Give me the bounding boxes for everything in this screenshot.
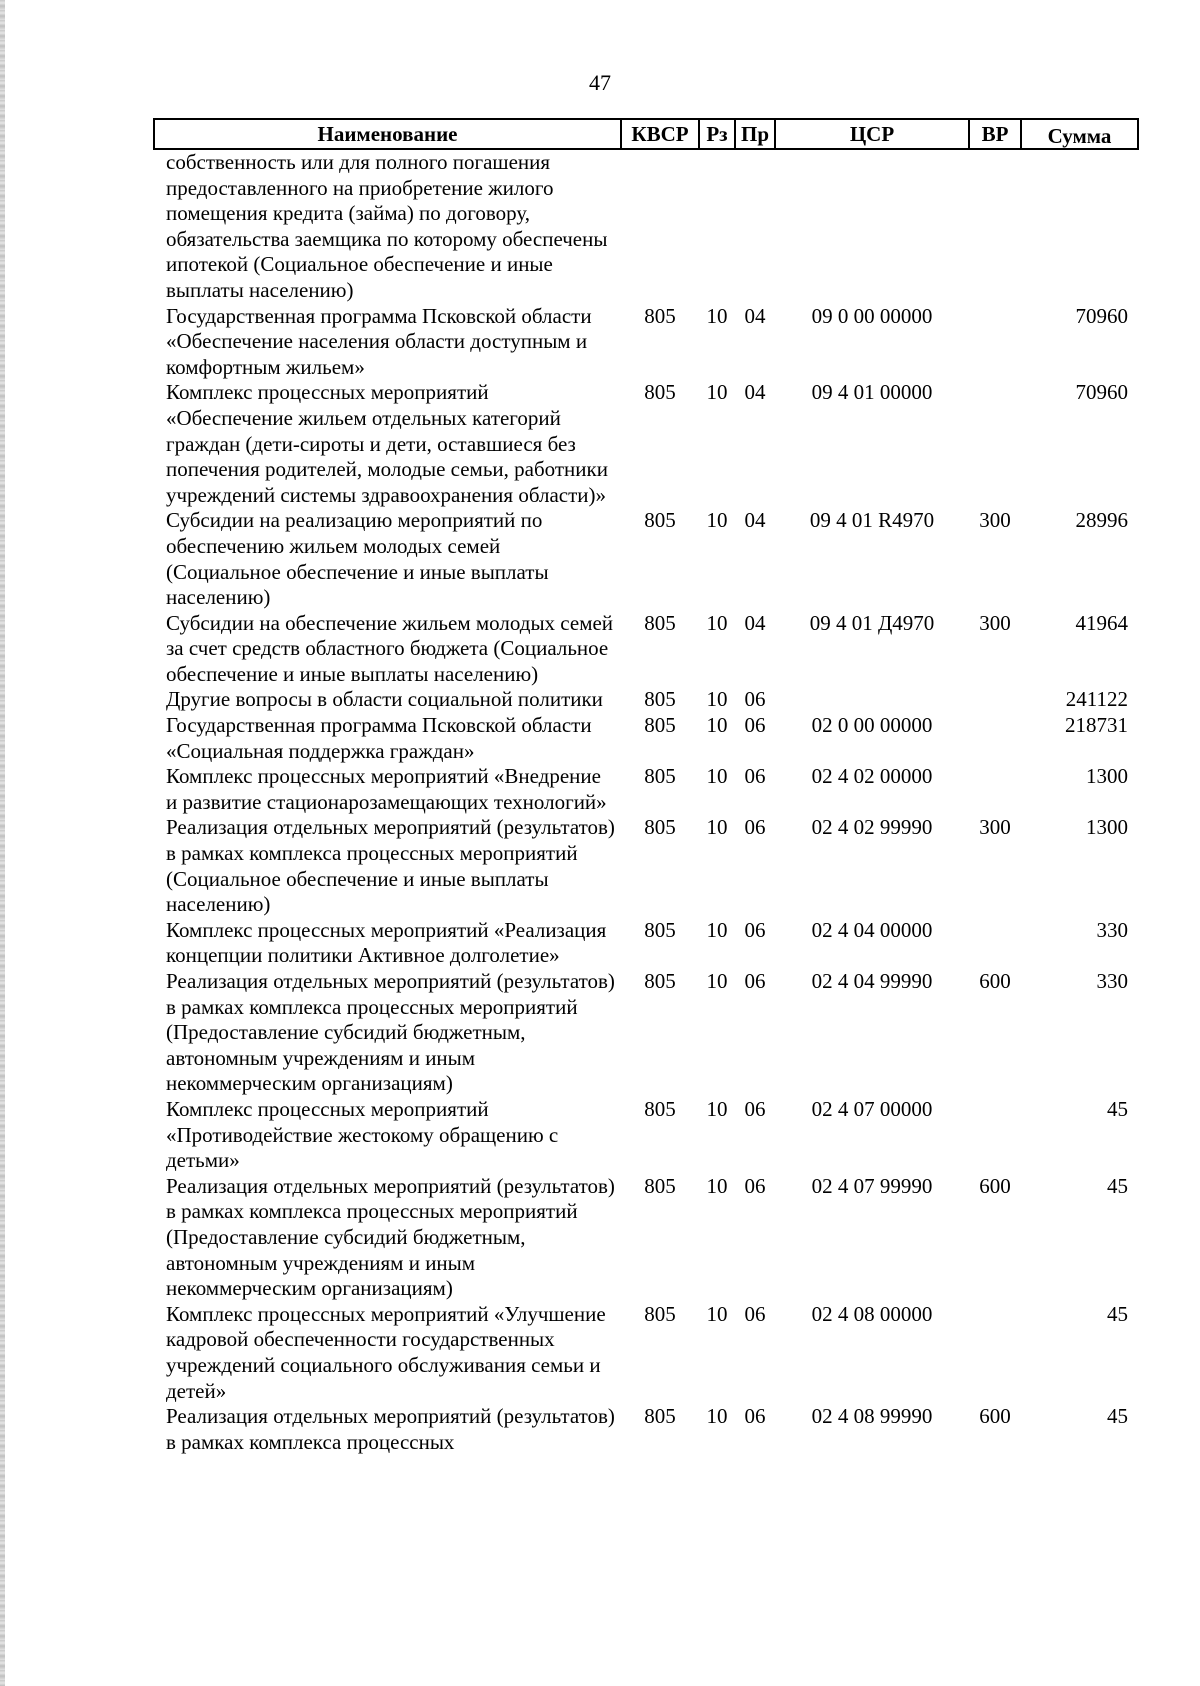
cell-name: Субсидии на реализацию мероприятий по обеспечению жильем молодых семей (Социальное обеспечение и иные выплаты населению) [166,508,549,610]
table-row [154,380,1138,508]
cell-name: Комплекс процессных мероприятий «Обеспечение жильем отдельных категорий граждан (дети-сироты и дети, оставшиеся без попечения родителей, молодые семьи, работники учреждений системы здравоохранения области)» [166,380,608,507]
cell-kvsr: 805 [644,969,676,993]
cell-kvsr [621,149,699,304]
cell-sum: 1300 [1086,764,1128,789]
cell-sum: 45 [1107,1096,1128,1121]
cell-name: Комплекс процессных мероприятий «Внедрение и развитие стационарозамещающих технологий» [166,764,607,814]
cell-name: Реализация отдельных мероприятий (результатов) в рамках комплекса процессных мероприятий (Предоставление субсидий бюджетным, автономным учреждениям и иным некоммерческим организациям) [166,1173,615,1301]
cell-rz: 10 [706,303,728,328]
cell-vr: 600 [979,1173,1011,1198]
header-sum: Сумма [1021,119,1138,149]
cell-rz: 10 [706,1173,728,1198]
cell-sum: 41964 [1075,610,1128,635]
scan-edge [0,0,5,1686]
cell-vr: 300 [979,815,1011,840]
cell-pr: 06 [744,1301,766,1326]
cell-sum: 241122 [1065,687,1128,712]
cell-name: Комплекс процессных мероприятий «Противодействие жестокому обращению с детьми» [166,1096,559,1173]
cell-sum: 28996 [1075,508,1128,533]
table-row [154,764,1138,815]
cell-name: Реализация отдельных мероприятий (результатов) в рамках комплекса процессных мероприятий (Предоставление субсидий бюджетным, автономным учреждениям и иным некоммерческим организациям) [166,969,615,1096]
cell-rz: 10 [706,508,728,533]
header-csr: ЦСР [775,119,969,149]
cell-pr: 06 [744,1173,766,1198]
table-row [154,304,1138,381]
cell-name: Государственная программа Псковской области «Обеспечение населения области доступным и комфортным жильем» [166,303,592,379]
cell-name: Реализация отдельных мероприятий (результатов) в рамках комплекса процессных мероприятий (Социальное обеспечение и иные выплаты населению) [166,815,615,917]
cell-vr [969,304,1021,381]
cell-rz: 10 [706,610,728,635]
cell-pr: 06 [744,969,766,993]
cell-csr: 02 4 02 99990 [811,815,933,840]
cell-sum: 70960 [1075,380,1128,405]
cell-kvsr: 805 [644,713,676,738]
cell-rz: 10 [706,815,728,840]
cell-pr: 06 [744,815,766,840]
cell-pr: 06 [744,687,766,712]
cell-sum: 218731 [1065,713,1128,738]
cell-sum: 45 [1107,1404,1128,1429]
header-vr: ВР [969,119,1021,149]
cell-sum: 70960 [1075,303,1128,328]
cell-csr: 02 0 00 00000 [811,713,933,738]
cell-sum: 45 [1107,1173,1128,1198]
cell-kvsr: 805 [644,1301,676,1326]
table-row [154,1097,1138,1174]
cell-vr: 300 [979,508,1011,533]
header-rz: Рз [699,119,735,149]
cell-rz: 10 [706,687,728,712]
cell-csr: 02 4 08 00000 [811,1301,933,1326]
cell-csr: 09 4 01 00000 [811,380,933,405]
cell-sum: 45 [1107,1301,1128,1326]
cell-kvsr: 805 [644,1404,676,1429]
page-number: 47 [589,70,611,95]
cell-rz: 10 [706,917,728,942]
table-row [154,815,1138,917]
cell-kvsr: 805 [644,610,676,635]
cell-name: Субсидии на обеспечение жильем молодых семей за счет средств областного бюджета (Социальное обеспечение и иные выплаты населению) [166,610,614,686]
table-row [154,1404,1138,1455]
cell-rz: 10 [706,764,728,789]
table-body [154,149,1138,1455]
cell-kvsr: 805 [644,508,676,533]
cell-vr: 600 [979,969,1011,993]
cell-vr: 600 [979,1404,1011,1429]
cell-sum [1021,149,1138,304]
cell-csr: 09 0 00 00000 [811,303,933,328]
cell-csr: 02 4 04 00000 [811,917,933,942]
cell-rz: 10 [706,713,728,738]
table-row [154,611,1138,688]
cell-name: Комплекс процессных мероприятий «Реализация концепции политики Активное долголетие» [166,917,607,968]
budget-table [153,118,1139,1455]
cell-vr [969,149,1021,304]
cell-sum: 1300 [1086,815,1128,840]
cell-vr: 300 [979,610,1011,635]
cell-rz: 10 [706,380,728,405]
cell-sum: 330 [1096,969,1128,993]
header-name: Наименование [154,119,621,149]
cell-pr: 06 [744,917,766,942]
cell-kvsr: 805 [644,380,676,405]
cell-csr: 09 4 01 R4970 [809,508,935,533]
cell-kvsr: 805 [644,764,676,789]
cell-sum: 330 [1096,917,1128,942]
cell-csr: 09 4 01 Д4970 [809,610,935,635]
cell-name: Другие вопросы в области социальной политики [166,687,603,712]
cell-csr [775,149,969,304]
cell-rz [699,149,735,304]
header-pr: Пр [735,119,775,149]
table-header [154,119,1138,149]
cell-vr [969,380,1021,508]
table-row [154,1302,1138,1404]
table-row [154,713,1138,764]
cell-pr: 06 [744,1096,766,1121]
table-row [154,687,1138,713]
cell-vr [969,764,1021,815]
cell-kvsr: 805 [644,815,676,840]
table-row [154,508,1138,610]
cell-rz: 10 [706,1404,728,1429]
cell-kvsr: 805 [644,1096,676,1121]
cell-kvsr: 805 [644,303,676,328]
cell-pr: 04 [744,508,766,533]
cell-csr: 02 4 04 99990 [811,969,933,993]
table-row [154,1174,1138,1302]
cell-pr [735,149,775,304]
cell-csr: 02 4 07 99990 [811,1173,933,1198]
cell-rz: 10 [706,1096,728,1121]
header-kvsr: КВСР [621,119,699,149]
cell-kvsr: 805 [644,687,676,712]
cell-pr: 06 [744,713,766,738]
cell-pr: 06 [744,764,766,789]
cell-name: собственность или для полного погашения предоставленного на приобретение жилого помещения кредита (займа) по договору, обязательства заемщика по которому обеспечены ипотекой (Социальное обеспечение и иные выплаты населению) [166,150,608,302]
cell-csr: 02 4 07 00000 [811,1096,933,1121]
cell-kvsr: 805 [644,917,676,942]
cell-vr [969,687,1021,713]
table-row [154,918,1138,969]
cell-name: Государственная программа Псковской области «Социальная поддержка граждан» [166,713,592,763]
cell-kvsr: 805 [644,1173,676,1198]
table-row [154,149,1138,304]
cell-pr: 06 [744,1404,766,1429]
cell-csr: 02 4 02 00000 [811,764,933,789]
cell-vr [969,1302,1021,1404]
cell-vr [969,713,1021,764]
table-row [154,969,1138,1097]
cell-vr [969,918,1021,969]
cell-pr: 04 [744,303,766,328]
cell-vr [969,1097,1021,1174]
cell-name: Комплекс процессных мероприятий «Улучшение кадровой обеспеченности государственных учреждений социального обслуживания семьи и детей» [166,1301,606,1403]
cell-csr [775,687,969,713]
cell-rz: 10 [706,1301,728,1326]
cell-pr: 04 [744,380,766,405]
cell-pr: 04 [744,610,766,635]
cell-csr: 02 4 08 99990 [811,1404,933,1429]
cell-rz: 10 [706,969,728,993]
cell-name: Реализация отдельных мероприятий (результатов) в рамках комплекса процессных [166,1404,615,1454]
